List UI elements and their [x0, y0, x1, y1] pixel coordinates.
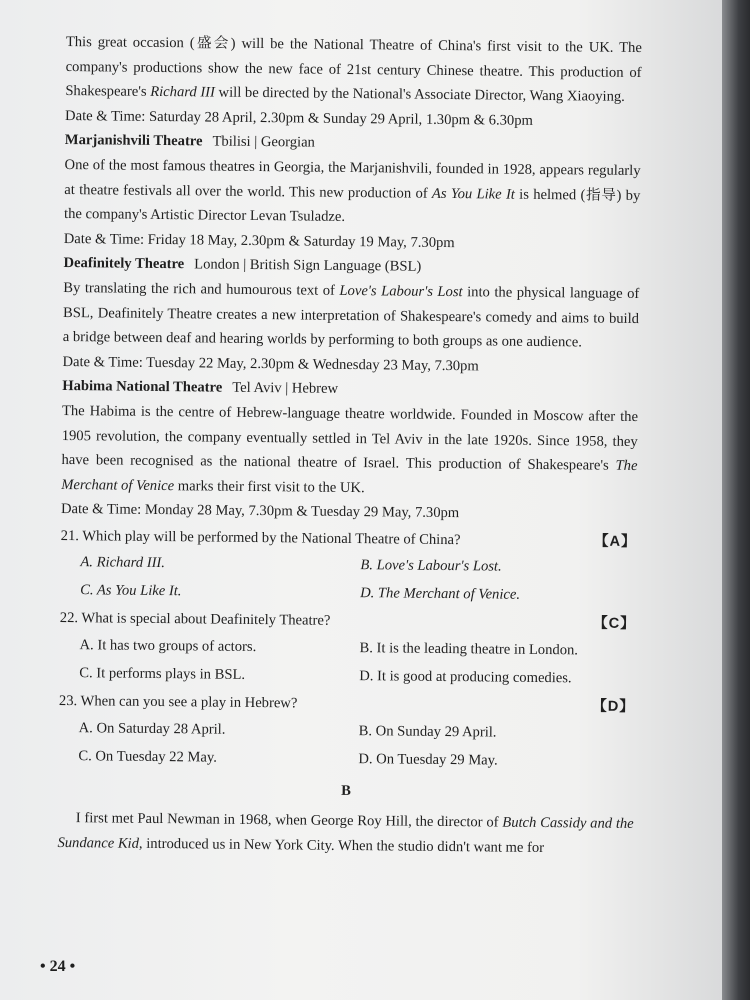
theatre-location: London | British Sign Language (BSL)	[194, 256, 422, 276]
paragraph-section-b	[57, 806, 633, 861]
options-21	[60, 548, 637, 610]
text: I first met Paul Newman in 1968, when George Roy Hill, the director of	[75, 810, 503, 831]
answer-key: 【A】	[593, 533, 637, 550]
film-title: Butch Cassidy and the Sundance Kid	[57, 814, 634, 852]
datetime-line: Date & Time: Monday 28 May, 7.30pm & Tuesday 29 May, 7.30pm	[60, 501, 460, 522]
paragraph-deafinitely	[63, 276, 640, 356]
answer-key: 【D】	[592, 698, 636, 716]
options-23	[58, 714, 635, 776]
play-title: The Merchant of Venice	[61, 457, 638, 494]
option-c: C. On Tuesday 22 May.	[78, 747, 218, 766]
paragraph-habima	[61, 399, 638, 503]
theatre-location: Tbilisi | Georgian	[212, 133, 315, 151]
text: marks their first visit to the UK.	[174, 477, 365, 496]
page-number: • 24 •	[40, 958, 76, 975]
theatre-location: Tel Aviv | Hebrew	[232, 380, 339, 398]
option-d: D. The Merchant of Venice.	[360, 585, 521, 604]
option-d: D. It is good at producing comedies.	[359, 668, 572, 687]
question-stem: 23. When can you see a play in Hebrew?	[58, 693, 298, 712]
datetime-line: Date & Time: Saturday 28 April, 2.30pm & Sunday 29 April, 1.30pm & 6.30pm	[65, 107, 533, 129]
option-a: A. It has two groups of actors.	[79, 637, 257, 656]
question-stem: 21. Which play will be performed by the National Theatre of China?	[60, 527, 461, 549]
play-title: As You Like It	[431, 185, 515, 203]
option-b: B. On Sunday 29 April.	[358, 722, 497, 741]
text: into the physical language of BSL, Deafinitely Theatre creates a new interpretation of Shakespeare's comedy and aims to build a bridge between deaf and hearing worlds by performing to both groups as one audience.	[62, 284, 640, 351]
option-d: D. On Tuesday 29 May.	[358, 750, 498, 769]
text: This great occasion (盛会) will be the National Theatre of China's first visit to the UK. The company's productions show the new face of 21st century Chinese theatre. This production of Shakespeare's	[65, 33, 642, 101]
text: By translating the rich and humourous text of	[63, 279, 340, 299]
theatre-name: Deafinitely Theatre	[63, 255, 185, 273]
option-c: C. As You Like It.	[80, 582, 182, 600]
paragraph-national-theatre-china	[65, 30, 642, 110]
page-content	[57, 30, 642, 861]
paragraph-marjanishvili	[64, 153, 641, 233]
option-b: B. Love's Labour's Lost.	[360, 557, 502, 576]
options-22	[59, 631, 636, 693]
question-stem: 22. What is special about Deafinitely Theatre?	[59, 610, 331, 630]
text: is helmed (指导) by the company's Artistic Director Levan Tsuladze.	[63, 186, 641, 226]
text: , introduced us in New York City. When the studio didn't want me for	[138, 835, 545, 856]
option-a: A. On Saturday 28 April.	[78, 719, 226, 738]
text: will be directed by the National's Associate Director, Wang Xiaoying.	[214, 84, 625, 106]
option-b: B. It is the leading theatre in London.	[359, 640, 579, 659]
text: One of the most famous theatres in Georgia, the Marjanishvili, founded in 1928, appears regularly at theatre festivals all over the world. This new production of	[64, 156, 641, 202]
theatre-name: Habima National Theatre	[62, 378, 223, 396]
datetime-line: Date & Time: Tuesday 22 May, 2.30pm & Wednesday 23 May, 7.30pm	[62, 353, 479, 375]
theatre-name: Marjanishvili Theatre	[64, 132, 203, 150]
play-title: Richard III	[150, 84, 216, 101]
option-c: C. It performs plays in BSL.	[79, 665, 246, 683]
book-spine-shadow	[722, 0, 750, 1000]
play-title: Love's Labour's Lost	[339, 282, 463, 301]
datetime-line: Date & Time: Friday 18 May, 2.30pm & Saturday 19 May, 7.30pm	[63, 230, 455, 251]
answer-key: 【C】	[592, 616, 636, 633]
section-b-label: B	[341, 782, 351, 799]
text: The Habima is the centre of Hebrew-language theatre worldwide. Founded in Moscow after the 1905 revolution, the company eventually settled in Tel Aviv in the late 1920s. Since 1958, they have been recognised as the national theatre of Israel. This production of Shakespeare's	[61, 402, 639, 474]
option-a: A. Richard III.	[80, 554, 166, 572]
